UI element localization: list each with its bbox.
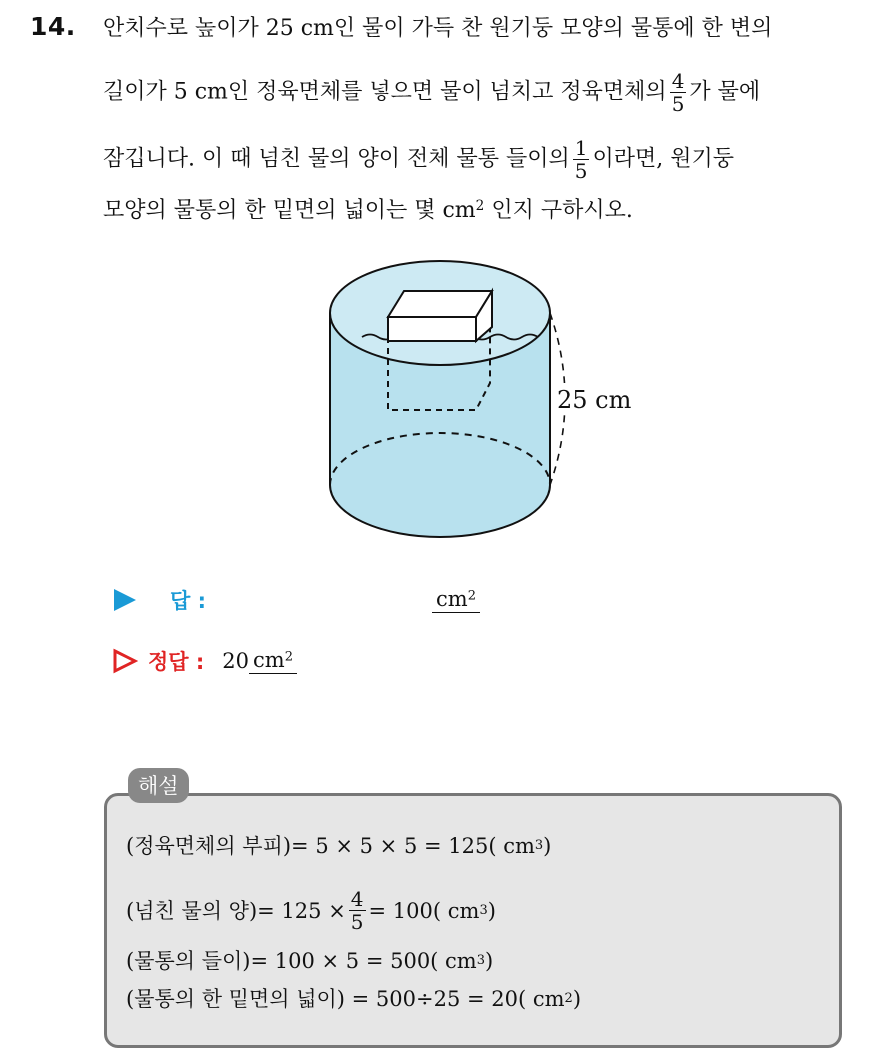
fraction-denominator: 5	[671, 92, 685, 116]
explanation-fraction	[349, 888, 366, 933]
question-line-1	[103, 14, 863, 44]
explanation-line-3: (물통의 들이)= 100 × 5 = 500( cm 3 )	[126, 949, 494, 973]
answer-unit-sup: 2	[467, 588, 476, 604]
explanation-tab: 해설	[128, 768, 189, 803]
cylinder-diagram	[318, 255, 648, 545]
explanation-line-2: (넘친 물의 양)= 125 × $\frac{4}{5}$ = 100( cm 3 )	[126, 887, 496, 934]
outline-arrow-icon	[112, 648, 138, 674]
answer-label: 답 :	[170, 589, 206, 613]
question-line-3	[103, 137, 863, 182]
play-arrow-icon	[112, 587, 138, 613]
fraction-one-fifth	[573, 137, 590, 182]
explanation-text-2: (넘친 물의 양)= 125 ×	[126, 898, 346, 923]
fraction-denominator: 5	[574, 159, 588, 183]
question-text-2a: 길이가 5 cm인 정육면체를 넣으면 물이 넘치고 정육면체의	[103, 79, 667, 105]
correct-answer-row	[112, 646, 297, 676]
fraction-denominator: 5	[350, 910, 364, 934]
explanation-text-3b: )	[485, 949, 494, 973]
cube-front-face	[388, 317, 476, 341]
explanation-line-1: (정육면체의 부피)= 5 × 5 × 5 = 125( cm 3 )	[126, 834, 552, 858]
question-text-3b: 이라면, 원기둥	[592, 146, 734, 172]
correct-unit	[249, 648, 297, 674]
answer-row	[112, 585, 480, 615]
question-number: 14.	[30, 12, 76, 41]
correct-label: 정답 :	[148, 650, 205, 674]
question-line-2	[103, 70, 863, 115]
explanation-text-3: (물통의 들이)= 100 × 5 = 500( cm	[126, 949, 477, 973]
fraction-four-fifths	[670, 70, 687, 115]
explanation-text-2b: = 100( cm	[368, 898, 480, 923]
correct-value: 20	[222, 649, 250, 673]
correct-unit-sup: 2	[284, 649, 293, 665]
fraction-numerator: 1	[574, 136, 588, 160]
answer-unit-text: cm	[436, 587, 468, 611]
question-text-3a: 잠깁니다. 이 때 넘친 물의 양이 전체 물통 들이의	[103, 146, 570, 172]
explanation-text-4: (물통의 한 밑면의 넓이) = 500÷25 = 20( cm	[126, 987, 565, 1011]
superscript: 2	[475, 198, 485, 215]
explanation-text-4b: )	[572, 987, 582, 1011]
explanation-text-2c: )	[487, 898, 496, 923]
question-text-4b: 인지 구하시오.	[484, 198, 633, 223]
fraction-numerator: 4	[671, 69, 685, 93]
height-label: 25 cm	[557, 386, 632, 414]
cube-top-face	[388, 291, 492, 317]
fraction-numerator: 4	[350, 887, 364, 911]
answer-unit	[432, 587, 480, 613]
question-text-4a: 모양의 물통의 한 밑면의 넓이는 몇 cm	[103, 198, 476, 223]
explanation-text-1: (정육면체의 부피)= 5 × 5 × 5 = 125( cm	[126, 834, 535, 858]
explanation-text-1b: )	[543, 834, 552, 858]
explanation-line-4: (물통의 한 밑면의 넓이) = 500÷25 = 20( cm 2 )	[126, 987, 582, 1011]
question-text-2b: 가 물에	[689, 79, 761, 105]
question-text-1: 안치수로 높이가 25 cm인 물이 가득 찬 원기둥 모양의 물통에 한 변의	[103, 16, 773, 41]
question-line-4	[103, 196, 863, 226]
correct-unit-text: cm	[253, 648, 285, 672]
